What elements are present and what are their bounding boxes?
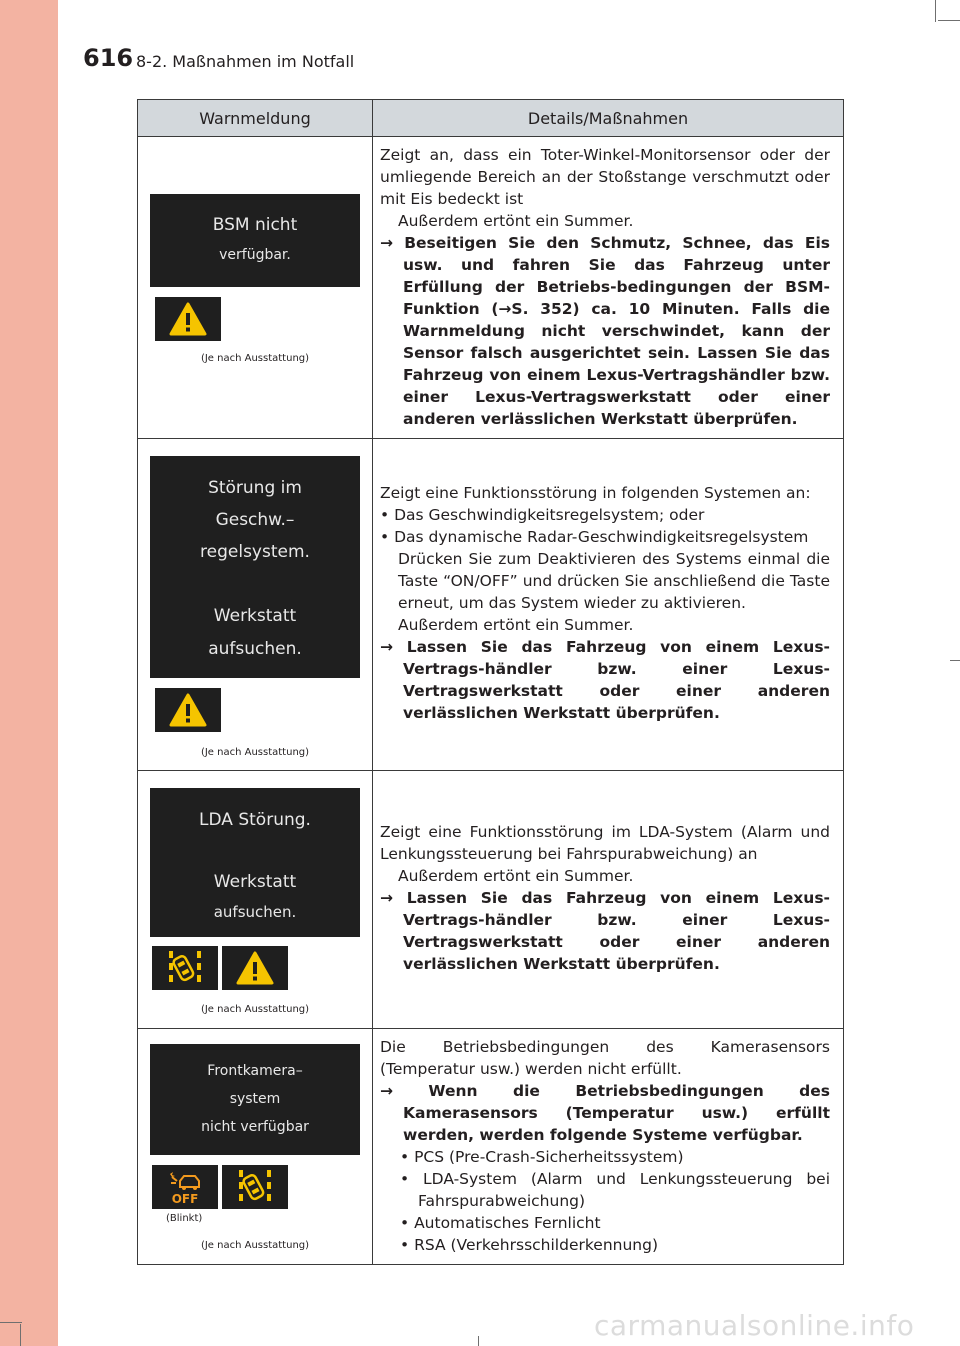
crop-mark [478, 1336, 479, 1346]
details-cell: Zeigt eine Funktionsstörung im LDA-System (Alarm und Lenkungssteuerung bei Fahrspurabweichung) an Außerdem ertönt ein Summer. → Lassen Sie das Fahrzeug von einem Lexus-Vertrags-händler bzw. einer Lexus-Vertragswerkstatt oder einer anderen verlässlichen Werkstatt überprüfen. [373, 771, 844, 1029]
details-cell: Zeigt an, dass ein Toter-Winkel-Monitorsensor oder der umliegende Bereich an der Stoßstange verschmutzt oder mit Eis bedeckt ist Außerdem ertönt ein Summer. → Beseitigen Sie den Schmutz, Schnee, das Eis usw. und fahren Sie das Fahrzeug unter Erfüllung der Betriebs-bedingungen der BSM-Funktion (→S. 352) ca. 10 Minuten. Falls die Warnmeldung nicht verschwindet, kann der Sensor falsch ausgerichtet sein. Lassen Sie das Fahrzeug von einem Lexus-Vertragshändler bzw. einer Lexus-Vertragswerkstatt oder einer anderen verlässlichen Werkstatt überprüfen. [373, 137, 844, 439]
crop-mark [950, 660, 960, 661]
table-row [138, 771, 844, 1029]
warning-light-indicator [155, 297, 221, 341]
lda-indicator [152, 946, 218, 990]
warning-light-indicator [222, 946, 288, 990]
crop-mark [20, 1324, 21, 1346]
table-row [138, 439, 844, 771]
crop-mark [938, 20, 960, 21]
off-label: OFF [171, 1191, 199, 1206]
lane-departure-icon [163, 948, 207, 988]
warning-message-cell [138, 1029, 373, 1265]
display-screen: BSM nicht verfügbar. [150, 194, 360, 287]
column-header-warnmeldung: Warnmeldung [138, 100, 373, 137]
details-cell: Die Betriebsbedingungen des Kamerasensors (Temperatur usw.) werden nicht erfüllt. → Wenn die Betriebsbedingungen des Kamerasensors (Temperatur usw.) erfüllt werden, werden folgende Systeme verfügbar. • PCS (Pre-Crash-Sicherheitssystem) • LDA-System (Alarm und Lenkungssteuerung bei Fahrspurabweichung) • Automatisches Fernlicht • RSA (Verkehrsschilderkennung) [373, 1029, 844, 1265]
warning-triangle-icon [169, 693, 207, 727]
section-title: 8-2. Maßnahmen im Notfall [136, 52, 355, 71]
side-strip [0, 0, 58, 1346]
warning-message-cell [138, 439, 373, 771]
warning-triangle-icon [169, 302, 207, 336]
lda-indicator [222, 1165, 288, 1209]
lane-departure-icon [233, 1167, 277, 1207]
crop-mark [935, 0, 936, 22]
equipment-note: (Je nach Ausstattung) [200, 1004, 310, 1015]
details-cell: Zeigt eine Funktionsstörung in folgenden Systemen an: • Das Geschwindigkeitsregelsystem; oder • Das dynamische Radar-Geschwindigkeitsregelsystem Drücken Sie zum Deaktivieren des Systems einmal die Taste “ON/OFF” und drücken Sie anschließend die Taste erneut, um das System wieder zu aktivieren. Außerdem ertönt ein Summer. → Lassen Sie das Fahrzeug von einem Lexus-Vertrags-händler bzw. einer Lexus-Vertragswerkstatt oder einer anderen verlässlichen Werkstatt überprüfen. [373, 439, 844, 771]
table-header-row [138, 100, 844, 137]
page-number: 616 [83, 44, 134, 72]
warning-message-cell [138, 137, 373, 439]
equipment-note: (Je nach Ausstattung) [200, 747, 310, 758]
equipment-note: (Je nach Ausstattung) [200, 353, 310, 364]
column-header-details: Details/Maßnahmen [373, 100, 844, 137]
pre-crash-off-icon [163, 1169, 207, 1193]
pcs-off-indicator [152, 1165, 218, 1209]
crop-mark [0, 1322, 22, 1323]
table-row [138, 1029, 844, 1265]
blink-note: (Blinkt) [166, 1213, 203, 1224]
warning-light-indicator [155, 688, 221, 732]
warning-triangle-icon [236, 951, 274, 985]
display-screen: Störung im Geschw.– regelsystem. Werkstatt aufsuchen. [150, 456, 360, 678]
watermark: carmanualsonline.info [594, 1309, 915, 1342]
warning-table [137, 99, 844, 1265]
display-screen: Frontkamera– system nicht verfügbar [150, 1044, 360, 1155]
display-screen: LDA Störung. Werkstatt aufsuchen. [150, 788, 360, 937]
equipment-note: (Je nach Ausstattung) [200, 1240, 310, 1251]
table-row [138, 137, 844, 439]
warning-message-cell [138, 771, 373, 1029]
